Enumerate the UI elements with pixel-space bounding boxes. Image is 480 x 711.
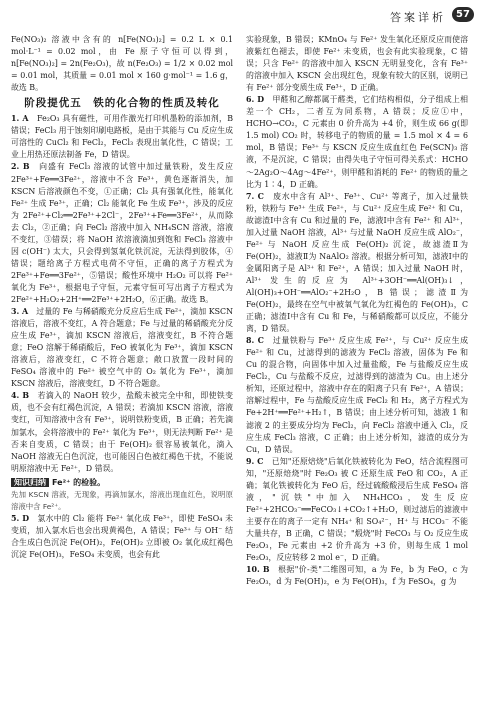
answer-marker: 2. B	[11, 162, 30, 172]
tip-body: 先加 KSCN 溶液，无现象，再滴加氯水，溶液出现血红色，说明原溶液中含 Fe²⁺。	[11, 489, 233, 511]
right-column	[246, 34, 468, 588]
answer-10: 10. B 根据"价-类"二维图可知，a 为 Fe，b 为 FeO，c 为 Fe₂O₃，d 为 Fe(OH)₂，e 为 Fe(OH)₃，f 为 FeSO₄，g 为	[246, 565, 468, 587]
answer-marker: 1. A	[11, 114, 29, 124]
answer-marker: 9. C	[246, 456, 264, 466]
intro-paragraph: Fe(NO₃)₂ 溶液中含有的 n[Fe(NO₃)₂] = 0.2 L × 0.1 mol·L⁻¹ = 0.02 mol，由 Fe 原子守恒可以得到，n[Fe(NO₃)₂] = 2n(Fe₂O₃)，故 n(Fe₂O₃) = 1/2 × 0.02 mol = 0.01 mol，其质量 = 0.01 mol × 160 g·mol⁻¹ = 1.6 g，故选 B。	[11, 35, 233, 93]
answer-5-continued: 实验现象，B 错误；KMnO₄ 与 Fe²⁺ 发生氧化还原反应而使溶液紫红色褪去，即使 Fe²⁺ 未变质，也会有此实验现象，C 错误；只含 Fe²⁺ 的溶液中加入 KSCN 无明显变化，含有 Fe³⁺ 的溶液中加入 KSCN 会出现红色，现象有较大的区别，说明已有 Fe²⁺ 部分变质生成 Fe³⁺，D 正确。	[246, 35, 468, 93]
answer-8: 8. C 过量铁粉与 Fe³⁺ 反应生成 Fe²⁺，与 Cu²⁺ 反应生成 Fe²⁺ 和 Cu，过滤得到的滤液为 FeCl₂ 溶液，固体为 Fe 和 Cu 的混合物，向固体中加入过量盐酸，Fe 与盐酸反应生成 FeCl₂，Cu 与盐酸不反应，过滤得到的滤渣为 Cu。由上述分析知，还原过程中，溶液中存在的阳离子只有 Fe²⁺，A 错误；溶解过程中，Fe 与盐酸反应生成 FeCl₂ 和 H₂，离子方程式为 Fe+2H⁺══Fe²⁺+H₂↑，B 错误；由上述分析可知，滤液 1 和滤液 2 的主要成分均为 FeCl₂，向 FeCl₂ 溶液中通入 Cl₂，反应生成 FeCl₃ 溶液，C 正确；由上述分析知，滤渣的成分为 Cu，D 错误。	[246, 336, 469, 454]
tip-tag: 知识归纳	[11, 478, 49, 487]
answer-9: 9. C 已知"还原焙烧"后氧化铁被转化为 FeO，结合流程图可知，"还原焙烧"时 Fe₂O₃ 被 C 还原生成 FeO 和 CO₂，A 正确；氧化铁被转化为 FeO 后，经过硫酸酸浸后生成 FeSO₄ 溶液，"沉铁"中加入 NH₄HCO₃，发生反应 Fe²⁺+2HCO₃⁻══FeCO₃↓+CO₂↑+H₂O，则过滤后的滤液中主要存在的离子一定有 NH₄⁺ 和 SO₄²⁻，H⁺ 与 HCO₃⁻ 不能大量共存，B 正确，C 错误；"煅烧"时 FeCO₃ 与 O₂ 反应生成 Fe₂O₃，Fe 元素由 +2 价升高为 +3 价，则每生成 1 mol Fe₂O₃，反应转移 2 mol e⁻，D 正确。	[246, 456, 469, 563]
answer-7: 7. C 废水中含有 Al³⁺、Fe³⁺、Cu²⁺ 等离子，加入过量铁粉，铁粉与 Fe³⁺ 生成 Fe²⁺，与 Cu²⁺ 反应生成 Fe²⁺ 和 Cu，故滤渣Ⅰ中含有 Cu 和过量的 Fe，滤液Ⅰ中含有 Fe²⁺ 和 Al³⁺，加入过量 NaOH 溶液，Al³⁺ 与过量 NaOH 反应生成 AlO₂⁻，Fe²⁺ 与 NaOH 反应生成 Fe(OH)₂ 沉淀，故滤渣Ⅱ为 Fe(OH)₂，滤液Ⅱ为 NaAlO₂ 溶液。根据分析可知，滤液Ⅰ中的金属阳离子是 Al³⁺ 和 Fe²⁺，A 错误；加入过量 NaOH 时，Al³⁺ 发生的反应为 Al³⁺+3OH⁻══Al(OH)₃↓，Al(OH)₃+OH⁻══AlO₂⁻+2H₂O，B 错误；滤渣Ⅱ为 Fe(OH)₂，最终在空气中被氧气氧化为红褐色的 Fe(OH)₃，C 正确；滤渣Ⅰ中含有 Cu 和 Fe，与稀硝酸都可以反应，不能分离，D 错误。	[246, 191, 469, 334]
tip-title: Fe²⁺ 的检验。	[52, 477, 106, 487]
page-header	[0, 0, 480, 30]
answer-5: 5. D 氯水中的 Cl₂ 能将 Fe²⁺ 氧化成 Fe³⁺，即使 FeSO₄ 未变质，加入氯水后也会出现黄褐色，A 错误；Fe³⁺ 与 OH⁻ 结合生成白色沉淀 Fe(OH)₂，Fe(OH)₂ 立即被 O₂ 氧化成红褐色沉淀 Fe(OH)₃，FeSO₄ 未变质，也会有此	[11, 513, 233, 559]
answer-marker: 8. C	[246, 336, 264, 346]
answer-marker: 6. D	[246, 95, 265, 105]
header-label: 答案详析	[390, 11, 446, 24]
answer-marker: 10. B	[246, 565, 270, 575]
answer-2: 2. B 向盛有 FeCl₃ 溶液的试管中加过量铁粉，发生反应 2Fe³⁺+Fe══3Fe²⁺，溶液中不含 Fe³⁺，黄色逐渐消失，加 KSCN 后溶液颜色不变，①正确；Cl₂ 具有强氧化性，能氧化 Fe²⁺ 生成 Fe³⁺，正确；Cl₂ 能氧化 Fe 生成 Fe³⁺，涉及的反应为 2Fe²⁺+Cl₂══2Fe³⁺+2Cl⁻，2Fe³⁺+Fe══3Fe²⁺，从而除去 Cl₂，②正确；向 FeCl₂ 溶液中加入 NH₄SCN 溶液，溶液不变红，③错误；将 NaOH 浓溶液滴加到饱和 FeCl₃ 溶液中因 c(OH⁻) 太大，只会得到氢氧化铁沉淀，无法得到胶体，④错误；题给离子方程式电荷不守恒，正确的离子方程式为 2Fe³⁺+Fe══3Fe²⁺，⑤错误；酸性环境中 H₂O₂ 可以将 Fe²⁺ 氧化为 Fe³⁺，根据电子守恒，元素守恒可写出离子方程式为 2Fe²⁺+H₂O₂+2H⁺══2Fe³⁺+2H₂O，⑥正确。故选 B。	[11, 162, 233, 304]
answer-3: 3. A 过量的 Fe 与稀硝酸充分反应后生成 Fe²⁺，滴加 KSCN 溶液后，溶液不变红，A 符合题意；Fe 与过量的稀硝酸充分反应生成 Fe³⁺，滴加 KSCN 溶液后，溶液变红，B 不符合题意；FeO 溶解于稀硝酸后，FeO 被氧化为 Fe³⁺，滴加 KSCN 溶液后，溶液变红，C 不符合题意；敞口放置一段时间的 FeSO₄ 溶液中的 Fe²⁺ 被空气中的 O₂ 氧化为 Fe³⁺，滴加 KSCN 溶液后，溶液变红，D 不符合题意。	[11, 307, 234, 389]
answer-marker: 7. C	[246, 191, 264, 201]
answer-marker: 5. D	[11, 513, 30, 523]
answer-marker: 3. A	[11, 307, 29, 317]
answer-marker: 4. B	[11, 391, 30, 401]
knowledge-tip	[11, 475, 233, 513]
answer-6: 6. D 甲醛和乙醇都属于醛类，它们结构相似，分子组成上相差一个 CH₂，二者互为同系物，A 错误；反应①中，HCHO→CO₂，C 元素由 0 价升高为 +4 价，则生成 66 g(即 1.5 mol) CO₂ 时，转移电子的物质的量 = 1.5 mol × 4 = 6 mol，B 错误；Fe³⁺ 与 KSCN 反应生成血红色 Fe(SCN)₃ 溶液，不是沉淀，C 错误；由得失电子守恒可得关系式：HCHO～2Ag₂O～4Ag～4Fe²⁺，则甲醛和消耗的 Fe²⁺ 的物质的量之比为 1∶4，D 正确。	[246, 95, 468, 189]
section-title: 阶段提优五 铁的化合物的性质及转化	[24, 97, 220, 110]
left-column	[11, 34, 233, 561]
page-number: 57	[452, 7, 474, 22]
answer-1: 1. A Fe₂O₃ 具有磁性，可用作激光打印机墨粉的添加剂，B 错误；FeCl₃ 用于蚀刻印刷电路板，是由于其能与 Cu 反应生成可溶性的 CuCl₂ 和 FeCl₂，FeCl₃ 表现出氧化性，C 错误；工业上用热还原法制备 Fe，D 错误。	[11, 114, 233, 160]
tip-heading	[11, 477, 105, 489]
answer-4: 4. B 若滴入的 NaOH 较少，盐酸未被完全中和，即使铁变质，也不会有红褐色沉淀，A 错误；若滴加 KSCN 溶液，溶液变红，可知溶液中含有 Fe³⁺，说明铁粉变质，B 正确；若先滴加氯水，会将溶液中的 Fe²⁺ 氧化为 Fe³⁺，则无法判断 Fe²⁺ 是否来自变质，C 错误；由于 Fe(OH)₂ 很容易被氧化，滴入 NaOH 溶液无白色沉淀，也可能因白色被红褐色干扰，不能说明原溶液中无 Fe²⁺，D 错误。	[11, 391, 233, 473]
